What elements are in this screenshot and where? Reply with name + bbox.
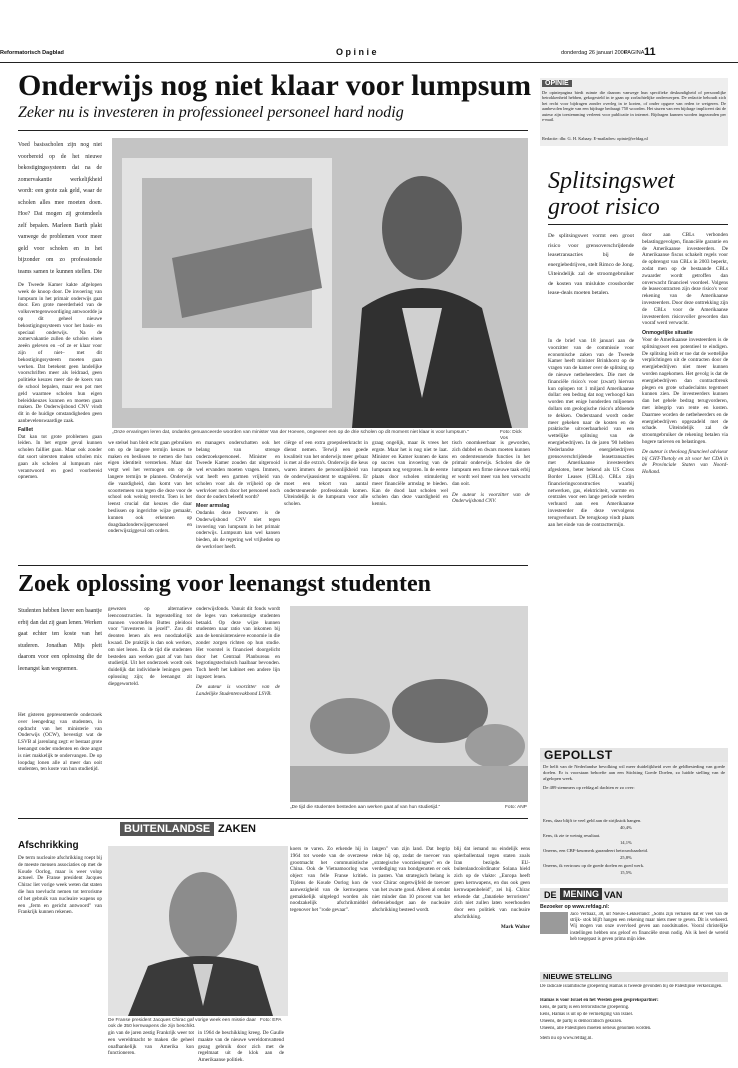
mening-title-a: DE <box>544 890 557 900</box>
lead-headline: Onderwijs nog niet klaar voor lumpsum <box>18 69 532 102</box>
poll-value-3: 15,5% <box>620 870 632 875</box>
poll-value-2: 25,8% <box>620 855 632 860</box>
stelling-title: NIEUWE STELLING <box>540 972 728 982</box>
second-headline: Zoek oplossing voor leenangst studenten <box>18 571 431 597</box>
side-rule <box>548 224 728 225</box>
side-headline-line2: groot risico <box>548 194 660 220</box>
buitenland-top-rule <box>18 818 528 819</box>
side-subhead: Onmogelijke situatie <box>642 330 693 337</box>
stelling-option-2[interactable]: Oneens, de partij is democratisch gekozen. <box>540 1019 623 1024</box>
poll-results <box>540 818 728 884</box>
mening-avatar <box>540 912 568 934</box>
buitenland-banner <box>120 822 280 838</box>
subhead-faillet: Faillet <box>18 426 33 433</box>
lead-photo <box>112 138 528 428</box>
buitenland-photo-credit: Foto: EPA <box>260 1018 282 1023</box>
poll-option-1: Eens, ik zie te weinig resultaat. <box>543 833 601 838</box>
lead-photo-credit: Foto: Dick Vos <box>500 430 522 441</box>
page-header <box>0 46 738 60</box>
side-intro: De splitsingswet vormt een groot risico voor grensoverschrijdende leasetransacties bij de energiebedrijven, stelt Rimco de Jong. Uiteindelijk zal de stroomgebruiker de kosten van mislukte crossborder lease-deals moeten betalen. <box>548 233 634 296</box>
second-photo <box>290 606 528 802</box>
lead-photo-caption: „Onze ervaringen leren dat, ondanks genuanceerde woorden van minister Van der Hoeven, ongeveer een op de drie scholen op dit moment niet klaar is voor lumpsum." <box>112 430 469 435</box>
lead-body-col4: ciërge of een extra groepsleerkracht in dienst nemen. Terwijl een goede kwaliteit van het onderwijs meer gebaat is met al die extra's. Onderwijs die keus waren immers de persoonlijkheid van de onderwijsassistent te stagniëren. Er moet een tekort van aantal ondersteunende professionals komen. Uiteindelijk is de lumpsum voor alle scholen. <box>284 440 368 508</box>
stelling-vote-link[interactable]: Stem nu op www.refdag.nl. <box>540 1036 593 1041</box>
poll-option-0: Eens, daar blijft te veel geld aan de strijkstok hangen. <box>543 818 642 823</box>
stelling-option-0[interactable]: Eens, de partij is een terroristische groepering. <box>540 1005 630 1010</box>
lead-body-col5: graag ongelijk, maar ik vrees het ergste. Maar het is nog niet te laat. Minister en Kamer kunnen de kans op succes van invoering van de lumpsum nog vergroten. In de eerste plaats door scholen stimulering meer financiële armslag te bieden. Kan de dood laat scholen wel scholen dan deze vaardigheid en kennis. <box>372 440 448 508</box>
opinie-contact: Redactie: dhr. G. H. Kabaay. E-mailadres: opinie@refdag.nl <box>542 136 648 141</box>
second-col3: onderwijsfonds. Vanuit dit fonds wordt de leges van toekomstige studenten betaald. Op deze wijze kunnen studenten naar ratio van inkomen bij aan de kennisintensieve economie in die zonder zorgen richten op hun studie. Het voorstel is financieel doorgelicht door het Centraal Planbureau en begrotingstechnisch haalbaar bevonden. Toch heeft het kabinet een andere lijn ingezet: lenen. De auteur is voorzitter van de Landelijke Studentenvakbond LSVB. <box>196 606 280 697</box>
buitenland-photo-caption: De Franse president Jacques Chirac gaf vorige week een missie daar ook de 350 kernwapens die zijn beschikt. <box>108 1018 256 1029</box>
buitenland-signature: Mark Walter <box>500 923 530 930</box>
poll-value-1: 14,1% <box>620 840 632 845</box>
person-photo-illustration <box>112 138 528 428</box>
buitenland-photo <box>108 846 288 1016</box>
mening-source: Bezoeker op www.refdag.nl: <box>540 904 610 910</box>
side-author-note: De auteur is theoloog financieel adviseur bij CHT-Thetoly en zit voor het CDA in de Provinciale Staten van Noord-Holland. <box>642 448 728 476</box>
buitenland-col2: gin van de jaren zestig Frankrijk weer tot een wereldmacht te maken die geheel onafhankelijk van Amerika kon functioneren. <box>108 1030 194 1057</box>
page-label: PAGINA <box>624 50 645 56</box>
piggy-banks-illustration <box>290 606 528 802</box>
poll-sub: De 489 stemmers op refdag.nl dachten er zo over: <box>543 785 635 790</box>
page-number: 11 <box>644 46 656 58</box>
lead-body-col1: De Tweede Kamer kakte afgelopen week de knoop door. De invoering van lumpsum in het primair onderwijs gaat door. Een grote meerderheid van de volksvertegenwoordiging antwoordde ja op dit geheel nieuwe bekostigingssysteem voor het basis- en speciaal onderwijs. Na de zomervakantie zullen de scholen einen zeeën geleven en –of ze er klaar voor zijn of niet– met dit bekostigingssysteem moeten gaan werken. Dat betekent geen landelijke voorschriften meer als leidraad, geen politieke keuzes meer die de koers van de school bepalen, maar een pot met geld waarmee scholen hun eigen beleidskeuzes kunnen en moeten gaan maken. De Onderwijsbond CNV vindt dit in de huidige omstandigheden geen aanbevelenswaardige zaak. Faillet Dat kan tot grote problemen gaan leiden. In het ergste geval kunnen scholen failliet gaan. Maar ook zonder dat soort uitersten maken scholen mix gaan als scholen al lumpsum niet verantwoord en goed voorbereid opnemen. <box>18 282 102 481</box>
lead-body-col3: en managers onderschatten ook het belang van strenge onderzoekspersoneel. Minister en Tweede Kamer zouden dat uitgerooid wel ervanden moeten vragen. Immers, wat heeft een garmen vrijheid van scholen voor als de vrijheid op de werkvloer noch door het personeel noch door de ouders beleefd wordt? Meer armslag Ondanks deze bezwaren is de Onderwijsbond CNV niet tegen invoering van lumpsum in het primair onderwijs. Lumpsum kan wel kansen bieden, als de regering wel vrijheden op de werkvloer heeft. <box>196 440 280 550</box>
mening-title-c: VAN <box>604 890 623 900</box>
mening-text: Jaco Verbaaz, 38, uit Nieuw-Lekkerland: „Soms zijn verhalen dat er veel van de strijk- stok blijft hangen een rekening maar niets meer te geven. Dit is verkeerd. Wij mogen van onze overvloed geven aan noodsituaties. Vooral christelijke instellingen hebben ons geloof en financiële steun nodig. Als ik heel de wereld heb toegepast is geven prima mijn idee. <box>570 912 728 942</box>
poll-option-2: Oneens, een CBF-keurmerk garandeert betrouwbaarheid. <box>543 848 649 853</box>
poll-value-0: 40,4% <box>620 825 632 830</box>
poll-option-3: Oneens, ik vertrouw op de goede doelen en goed werk. <box>543 863 645 868</box>
stelling-text: De radicale islamitische groepering Hamas is tweede gevonden bij de Palestijnse verkiezingen. <box>540 984 723 989</box>
buitenland-col5: langen" van zijn land. Dat begrip rekte hij op, zodat de toevoer van „strategische voorzieningen" en de verdediging van bondgenoten er ook in pasten. Van strategisch belang is voor Chirac ongetwijfeld de toevoer van het zwarte goud. Alleen al omdat niet minder dan 10 procent van het defensiebudget aan de nucleaire afschrikking besteed wordt. <box>372 846 450 914</box>
lead-body-col6: tisch onomkeerbaar is geworden, zich dubbel en dwars moeten kunnen en ondersteunende functies in het primair onderwijs. Scholen die de lumpsum een firme nieuwe taak erbij er wordt wel meer van hen verwacht dan ooit. De auteur is voorzitter van de Onderwijsbond CNV. <box>452 440 530 505</box>
stelling-option-1[interactable]: Eens, Hamas is uit op de vernietiging van Israël. <box>540 1012 633 1017</box>
poll-box <box>540 748 728 818</box>
buitenland-col1: De term nucleaire afschrikking roept bij de meeste mensen associaties op met de Koude Oorlog, maar is weer volop actueel. De Franse president Jacques Chirac liet vorige week weten dat staten die hun toevlucht nemen tot terrorisme of het gebruik van nucleaire wapens op een „ferm en gericht antwoord" van Frankrijk kunnen rekenen. <box>18 855 102 916</box>
second-photo-caption: „De tijd die studenten besteden aan werken gaat af van hun studietijd." <box>290 805 441 810</box>
lead-body-col2: we stelsel hun bleit echt gaan gebruiken om op de langere termijn keuzes te maken en beslissen te nemen die hun eigen identiteit versterken. Maar dat vergt wel het vermogen om op de langere termijn te plannen. Onderwijs die vaardigheid, dan komt van het scoortemeen van tegen die deze voor de school ook weinig terecht. Toen is het leenst crucial dat keuzes die daar beslissen op ingerichte wijze gemaakt, kunnen ook erkennen op doagdaadonderwijspersoneel en onderwijsziggeval om orders. <box>108 440 192 535</box>
second-col1: Het gisteren gepresenteerde onderzoek over leengedrag van studenten, in opdracht van het ministerie van Onderwijs (OCW), bevestigt wat de LSVB al jarenlang zegt: er bestaat grote leenangst onder studenten en deze angst is niet makkelijk te ondervangen. De op loopdag lonen alle al meer dan ooit studenten, ten koste van hun studietijd. <box>18 712 102 773</box>
lead-author-note: De auteur is voorzitter van de Onderwijsbond CNV. <box>452 491 530 505</box>
opinie-text: De opiniepagina biedt ruimte die daarom vanwege hun specifieke deskundigheid of persoonlijke betrokkenheid hebben, gekogesteld in te gaan op zorlachtelijke onderwerpen. De redactie behoudt zich het recht voor bijdragen zonder overleg in te korten, of onder opgave van reden te weigeren. De aanbevolen lengte van een bijdrage bedraagt 750 woorden. Het sturen van een bijdrage impliceert dat de auteur zijn toestemming verleent voor publicatie in internet. Bijdragen kunnen worden ingezonden per e-mail. <box>542 90 726 123</box>
lead-rule <box>18 130 528 131</box>
stelling-option-3[interactable]: Oneens, alle Palestijnen moeten serieus genomen worden. <box>540 1026 652 1031</box>
side-col2: door aan CBLs verbonden belastinggevolgen, financiële garantie en de Amerikaanse investeerders. De Amerikaanse fiscus schakelt regels voor de opbrengst van CBLs in 2003 beperkt, zodat men op de bestaande CBLs zwaarder wordt getroffen dan onverwacht financieel voordeel. Volgens de leasecontracten zijn deze risico's voor rekening van de Amerikaanse investeerders. Door deze onttrekking zijn de CBLs voor de Amerikaanse investeerders risicovoller geworden dan vooraf werd verwacht. Onmogelijke situatie Voor de Amerikaanse investeerders is de splitsingswet een potentieel te eindigen. De splitsing leidt er toe dat de wettelijke verplichtingen uit de contracten door de energiebedrijven niet meer kunnen worden nagekomen. Het gevolg is dat de energiebedrijven dan contractbreuk plegen en grote schadeclaims tegemoet kunnen zien. De investeerders kunnen dan het gehele bedrag terugvorderen, met inbegrip van rente en kosten. Daarmee worden de netbeheerders en de energiebedrijven opgezadeld met de schade. Uiteindelijk zal de stroomgebruiker de rekening betalen via hogere tarieven en belastingen. De auteur is theoloog financieel adviseur bij CHT-Thetoly en zit voor het CDA in de Provinciale Staten van Noord-Holland. <box>642 232 728 476</box>
side-headline-line1: Splitsingswet <box>548 168 675 194</box>
buitenland-headline: Afschrikking <box>18 840 79 851</box>
side-headline <box>548 168 728 220</box>
opinie-box <box>540 78 728 146</box>
section-title: O p i n i e <box>336 47 377 57</box>
chirac-photo-illustration <box>108 846 288 1016</box>
banner-a: BUITENLANDSE <box>120 822 214 836</box>
lead-intro: Voed basisscholen zijn nog niet voorbereid op de het nieuwe bekostigingssysteem dat na de zomervakantie werkelijkheid wordt: een grote zak geld, waar de scholen alles mee moeten doen. Hoe? Dat mogen zij grotendeels zelf bepalen. Marleen Barth plakt vanwege de problemen voor meer geld voor scholen en in het bijzonder om zo professionele teams samen te kunnen stellen. Die <box>18 142 102 275</box>
buitenland-col4: koers te varen. Zo erkende hij in 1964 tot woede van de overzeese grootmacht het communistische China. Ook de Vietnamoorlog was object van felle Franse kritiek. Tijdens de Koude Oorlog kon de aanwezigheid van de kernwapens gemakkelijk uitgelegd worden als noodzakelijk afschrikmiddel tegenover het "rode gevaar". <box>290 846 368 914</box>
header-date: donderdag 26 januari 2006 <box>561 50 627 56</box>
second-intro: Studenten hebben liever een baantje erbij dan dat zij gaan lenen. Werken gaat echter ten koste van het studeren. Jonathan Mijs pleit daarom voor een oplossing die de leenangst kan wegnemen. <box>18 608 102 672</box>
opinie-label: OPINIE <box>542 80 572 87</box>
poll-title: GEPOLLST <box>540 748 728 762</box>
paper-name: Reformatorisch Dagblad <box>0 50 64 56</box>
second-photo-credit: Foto: ANP <box>505 805 527 810</box>
second-top-rule <box>18 565 528 566</box>
header-rule <box>0 62 738 63</box>
second-author-note: De auteur is voorzitter van de Landelijke Studentenvakbond LSVB. <box>196 683 280 697</box>
second-col2: gewezen op alternatieve leenconstructies. In tegenstelling tot mannen voorstellen Buttes pleidooi voor "investeren in jezelf". Zou dit deonten lenen als een noodzakelijk kwaad. De praktijk is dan ook werken, om niet lenen. En de tijd die studenten besteden aan werken gaat af van hun studietijd. Uit het onderzoek wordt ook duidelijk dat individuele leningen geen oplossing zijn; de leenangst zit diepgeworteld. <box>108 606 192 687</box>
mening-title <box>540 888 728 902</box>
side-col1: In de brief van 18 januari aan de voorzitter van de commissie voor economische zaken van de Tweede Kamer heeft minister Brinkhorst op de vragen van de kamer over de splitsing op de nieuwe netbeheerders. Die met de financiële risico's voor (zwart) hiervan kun oplopen tot 1 miljard Amerikaanse dollar: een bedrag dat nog verhoogd kan worden met enige honderden miljoenen dollars om geologische risico's afdoende te dekken. Onderstaand wordt onder meer gekeken naar de kosten en de praktische uitvoerbaarheid van een wettelijke splitsing van de energiebedrijven. In de jaren '90 hebben Nederlandse energiebedrijven grensoverschrijdende leasetransacties met Amerikaanse investeerders afgesloten, beter bekend als US Cross Border Leases (CBLs). CBLs zijn financieringsconstructies waarbij netwerken, gas, elektriciteit, warmte en centrales voor een lange periode werden verhuurd aan een Amerikaanse investeerder die deze vervolgens terugverhuurt. De terugkoop vindt plaats aan het einde van de contracttermijn. <box>548 338 634 528</box>
lead-subhead: Zeker nu is investeren in professioneel personeel hard nodig <box>18 104 404 121</box>
buitenland-col6: blij dat iemand nu eindelijk eens spierballentaal tegen staten zoals Iran bezigde. EU-buitenlandcoördinator Solana hield zich op de vlakte: „Europa heeft geen kernwapens, en dus ook geen kernwapenbeleid", zei hij. Chirac erkende dat „fanatieke terroristen" zich niet zullen laten weerhouden door een politiek van nucleaire afschrikking. Mark Walter <box>454 846 530 930</box>
mening-title-b: MENING <box>560 888 602 900</box>
stelling-question: Hamas is voor Israël en het Westen geen gesprekspartner: <box>540 998 659 1003</box>
subhead-armslag: Meer armslag <box>196 503 230 510</box>
poll-question: De helft van de Nederlandse bevolking wil meer duidelijkheid over de geldbesteding van goede doelen. Er is voorstaan behoefte aan een Stichting Goede Doelen, zo luidde stelling van de afgelopen week. <box>543 764 725 781</box>
buitenland-col3: in 1964 de beschikking kreeg. De Gaulle maakte van de nieuwe wereldomvattend gezag gebruik door zich met de regelmaat uit de klok aan de Amerikaanse politiek. <box>198 1030 284 1062</box>
banner-b: ZAKEN <box>218 823 256 835</box>
